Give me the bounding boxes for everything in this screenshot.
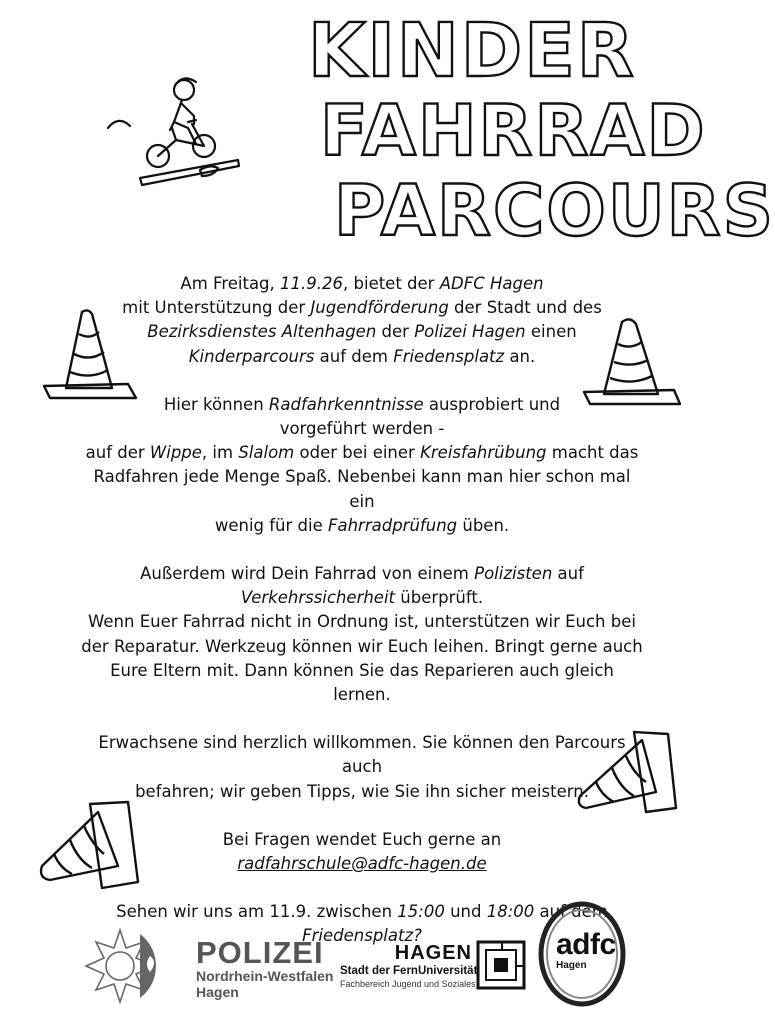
adfc-logo-text [556,930,616,972]
paragraph-adults: Erwachsene sind herzlich willkommen. Sie können den Parcours auch befahren; wir geben Tipps, wie Sie ihn sicher meistern. [98,733,626,801]
hagen-subtitle: Stadt der FernUniversität [340,965,478,977]
polizei-logo-text [196,935,334,1000]
paragraph-safety-check: Außerdem wird Dein Fahrrad von einem Polizisten auf Verkehrssicherheit überprüft. Wenn Euer Fahrrad nicht in Ordnung ist, unterstützen wir Euch bei der Reparatur. Werkzeug können wir Euch leihen. Bringt gerne auch Eure Eltern mit. Dann können Sie das Reparieren auch gleich lernen. [81,564,643,705]
hagen-name: HAGEN [394,942,472,964]
adfc-name: adfc [556,928,616,961]
polizei-city: Hagen [196,984,239,1000]
paragraph-activities: Hier können Radfahrkenntnisse ausprobiert und vorgeführt werden - auf der Wippe, im Slalom oder bei einer Kreisfahrübung macht das Radfahren jede Menge Spaß. Nebenbei kann man hier schon mal ein wenig für die Fahrradprüfung üben. [85,394,639,535]
contact-email-link[interactable]: radfahrschule@adfc-hagen.de [237,854,487,874]
stadt-hagen-emblem [476,940,528,990]
paragraph-intro: Am Freitag, 11.9.26, bietet der ADFC Hagen mit Unterstützung der Jugendförderung der Stadt und des Bezirksdienstes Altenhagen der Polizei Hagen einen Kinderparcours auf dem Friedensplatz an. [122,274,602,366]
title-line-parcours: PARCOURS [334,170,775,252]
adfc-city: Hagen [556,960,587,971]
paragraph-closing: Sehen wir uns am 11.9. zwischen 15:00 und 18:00 auf dem Friedensplatz? [116,902,608,946]
polizei-region: Nordrhein-Westfalen [196,968,334,984]
hagen-department: Fachbereich Jugend und Soziales [340,979,476,989]
polizei-name: POLIZEI [196,935,324,970]
poster-title [290,8,775,256]
paragraph-contact: Bei Fragen wendet Euch gerne an radfahrschule@adfc-hagen.de [222,829,502,874]
stadt-hagen-logo-text [340,942,478,991]
title-line-fahrrad: FAHRRAD [320,90,707,172]
child-on-seesaw-illustration [100,68,270,196]
title-line-kinder: KINDER [308,8,636,94]
poster-body-text [80,272,644,949]
polizei-star-logo [80,926,184,1006]
